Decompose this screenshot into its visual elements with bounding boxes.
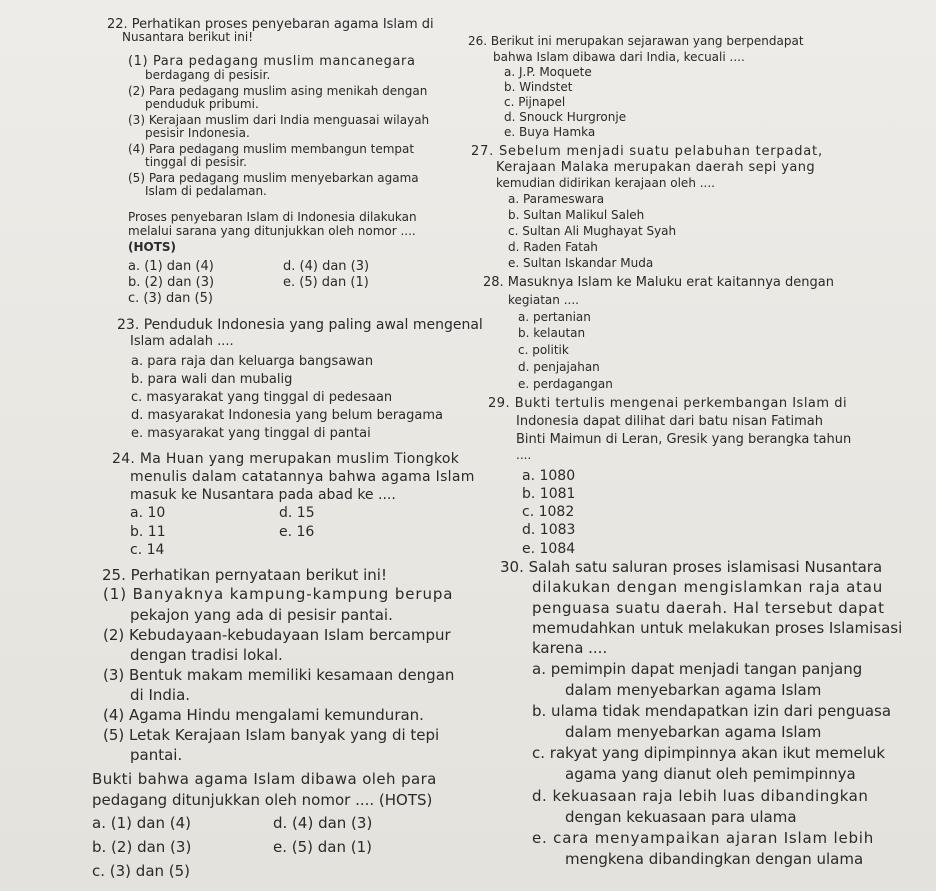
q23-option-a[interactable]: a. para raja dan keluarga bangsawan	[131, 354, 374, 369]
q29-option-a[interactable]: a. 1080	[522, 468, 576, 484]
q30-stem-line4: memudahkan untuk melakukan proses Islamisasi	[532, 619, 903, 637]
q22-option-d[interactable]: d. (4) dan (3)	[283, 259, 370, 274]
q24-option-a[interactable]: a. 10	[130, 505, 166, 521]
q22-statement-4: (4) Para pedagang muslim membangun tempat	[128, 142, 415, 156]
q25-statement-2-cont: dengan tradisi lokal.	[130, 646, 283, 664]
q29-option-c[interactable]: c. 1082	[522, 504, 575, 520]
q25-statement-1-cont: pekajon yang ada di pesisir pantai.	[130, 606, 393, 624]
q26-option-c[interactable]: c. Pijnapel	[504, 95, 566, 109]
q26-stem-line2: bahwa Islam dibawa dari India, kecuali ....	[493, 50, 745, 64]
q28-option-e[interactable]: e. perdagangan	[518, 377, 613, 391]
q30-stem-line1: 30. Salah satu saluran proses islamisasi Nusantara	[500, 558, 883, 576]
q22-stem-line1: 22. Perhatikan proses penyebaran agama Islam di	[107, 17, 434, 32]
q30-option-e[interactable]: e. cara menyampaikan ajaran Islam lebih	[532, 829, 875, 847]
q22-statement-1-cont: berdagang di pesisir.	[145, 68, 271, 82]
q24-option-d[interactable]: d. 15	[279, 505, 315, 521]
q26-option-b[interactable]: b. Windstet	[504, 80, 573, 94]
q25-statement-4: (4) Agama Hindu mengalami kemunduran.	[103, 706, 424, 724]
q28-option-c[interactable]: c. politik	[518, 343, 569, 357]
q22-question-line1: Proses penyebaran Islam di Indonesia dilakukan	[128, 210, 417, 224]
q25-option-b[interactable]: b. (2) dan (3)	[92, 838, 192, 856]
q29-option-e[interactable]: e. 1084	[522, 541, 576, 557]
q28-stem-line1: 28. Masuknya Islam ke Maluku erat kaitannya dengan	[483, 275, 834, 290]
q22-statement-4-cont: tinggal di pesisir.	[145, 155, 247, 169]
q28-option-a[interactable]: a. pertanian	[518, 310, 591, 324]
q22-statement-2: (2) Para pedagang muslim asing menikah dengan	[128, 84, 428, 98]
q28-option-b[interactable]: b. kelautan	[518, 326, 586, 340]
q27-stem-line1: 27. Sebelum menjadi suatu pelabuhan terpadat,	[471, 144, 823, 159]
q23-option-d[interactable]: d. masyarakat Indonesia yang belum beragama	[131, 408, 443, 423]
q22-statement-5: (5) Para pedagang muslim menyebarkan agama	[128, 171, 419, 185]
q25-statement-3-cont: di India.	[130, 686, 191, 704]
q25-option-e[interactable]: e. (5) dan (1)	[273, 838, 373, 856]
q30-option-a[interactable]: a. pemimpin dapat menjadi tangan panjang	[532, 660, 863, 678]
q22-statement-1: (1) Para pedagang muslim mancanegara	[128, 54, 416, 69]
q29-stem-line3: Binti Maimun di Leran, Gresik yang berangka tahun	[516, 432, 852, 447]
q29-option-d[interactable]: d. 1083	[522, 522, 576, 538]
q24-option-c[interactable]: c. 14	[130, 542, 165, 558]
q25-statement-2: (2) Kebudayaan-kebudayaan Islam bercampur	[103, 626, 451, 644]
q24-option-e[interactable]: e. 16	[279, 524, 315, 540]
q22-statement-3-cont: pesisir Indonesia.	[145, 126, 250, 140]
q22-statement-5-cont: Islam di pedalaman.	[145, 184, 267, 198]
q30-option-b[interactable]: b. ulama tidak mendapatkan izin dari penguasa	[532, 702, 892, 720]
q26-option-d[interactable]: d. Snouck Hurgronje	[504, 110, 627, 124]
q22-statement-2-cont: penduduk pribumi.	[145, 97, 259, 111]
q23-option-e[interactable]: e. masyarakat yang tinggal di pantai	[131, 426, 371, 441]
q27-option-e[interactable]: e. Sultan Iskandar Muda	[508, 256, 654, 270]
q23-option-b[interactable]: b. para wali dan mubalig	[131, 372, 293, 387]
q30-option-d[interactable]: d. kekuasaan raja lebih luas dibandingkan	[532, 787, 869, 805]
q25-question-line1: Bukti bahwa agama Islam dibawa oleh para	[92, 770, 437, 788]
q23-option-c[interactable]: c. masyarakat yang tinggal di pedesaan	[131, 390, 393, 405]
q22-hots-label: (HOTS)	[128, 240, 177, 254]
q25-statement-1: (1) Banyaknya kampung-kampung berupa	[103, 585, 454, 603]
q29-stem-line4: ....	[516, 448, 532, 462]
q25-option-a[interactable]: a. (1) dan (4)	[92, 814, 191, 832]
q25-statement-3: (3) Bentuk makam memiliki kesamaan dengan	[103, 666, 455, 684]
q27-stem-line3: kemudian didirikan kerajaan oleh ....	[496, 176, 715, 190]
q26-option-a[interactable]: a. J.P. Moquete	[504, 65, 592, 79]
q22-stem-line2: Nusantara berikut ini!	[122, 30, 254, 44]
q25-option-d[interactable]: d. (4) dan (3)	[273, 814, 373, 832]
q27-stem-line2: Kerajaan Malaka merupakan daerah sepi yang	[496, 160, 815, 175]
q29-stem-line2: Indonesia dapat dilihat dari batu nisan Fatimah	[516, 414, 823, 429]
q27-option-c[interactable]: c. Sultan Ali Mughayat Syah	[508, 224, 677, 238]
q22-option-e[interactable]: e. (5) dan (1)	[283, 275, 369, 290]
q30-stem-line2: dilakukan dengan mengislamkan raja atau	[532, 578, 884, 596]
q30-stem-line5: karena ....	[532, 639, 608, 657]
q26-stem-line1: 26. Berikut ini merupakan sejarawan yang berpendapat	[468, 34, 804, 48]
q28-option-d[interactable]: d. penjajahan	[518, 360, 600, 374]
q25-stem: 25. Perhatikan pernyataan berikut ini!	[102, 566, 387, 584]
q22-option-c[interactable]: c. (3) dan (5)	[128, 291, 213, 306]
q25-statement-5-cont: pantai.	[130, 746, 183, 764]
q22-question-line2: melalui sarana yang ditunjukkan oleh nomor ....	[128, 224, 416, 238]
q24-option-b[interactable]: b. 11	[130, 524, 166, 540]
q27-option-d[interactable]: d. Raden Fatah	[508, 240, 598, 254]
q24-stem-line3: masuk ke Nusantara pada abad ke ....	[130, 487, 396, 503]
q27-option-b[interactable]: b. Sultan Malikul Saleh	[508, 208, 645, 222]
q23-stem-line2: Islam adalah ....	[130, 334, 234, 349]
q30-option-c-cont: agama yang dianut oleh pemimpinnya	[565, 765, 856, 783]
q30-option-a-cont: dalam menyebarkan agama Islam	[565, 681, 822, 699]
q29-stem-line1: 29. Bukti tertulis mengenai perkembangan Islam di	[488, 396, 848, 411]
q23-stem-line1: 23. Penduduk Indonesia yang paling awal mengenal	[117, 317, 483, 333]
q29-option-b[interactable]: b. 1081	[522, 486, 576, 502]
q30-stem-line3: penguasa suatu daerah. Hal tersebut dapat	[532, 599, 885, 617]
q28-stem-line2: kegiatan ....	[508, 293, 579, 307]
q25-question-line2: pedagang ditunjukkan oleh nomor .... (HOTS)	[92, 791, 433, 809]
q25-option-c[interactable]: c. (3) dan (5)	[92, 862, 191, 880]
q24-stem-line2: menulis dalam catatannya bahwa agama Islam	[130, 469, 475, 485]
q30-option-c[interactable]: c. rakyat yang dipimpinnya akan ikut memeluk	[532, 744, 886, 762]
q26-option-e[interactable]: e. Buya Hamka	[504, 125, 596, 139]
q22-option-a[interactable]: a. (1) dan (4)	[128, 259, 214, 274]
q27-option-a[interactable]: a. Parameswara	[508, 192, 605, 206]
q22-option-b[interactable]: b. (2) dan (3)	[128, 275, 215, 290]
q30-option-d-cont: dengan kekuasaan para ulama	[565, 808, 797, 826]
q24-stem-line1: 24. Ma Huan yang merupakan muslim Tiongkok	[112, 451, 460, 467]
q30-option-e-cont: mengkena dibandingkan dengan ulama	[565, 850, 864, 868]
q22-statement-3: (3) Kerajaan muslim dari India menguasai wilayah	[128, 113, 430, 127]
q25-statement-5: (5) Letak Kerajaan Islam banyak yang di tepi	[103, 726, 440, 744]
q30-option-b-cont: dalam menyebarkan agama Islam	[565, 723, 822, 741]
